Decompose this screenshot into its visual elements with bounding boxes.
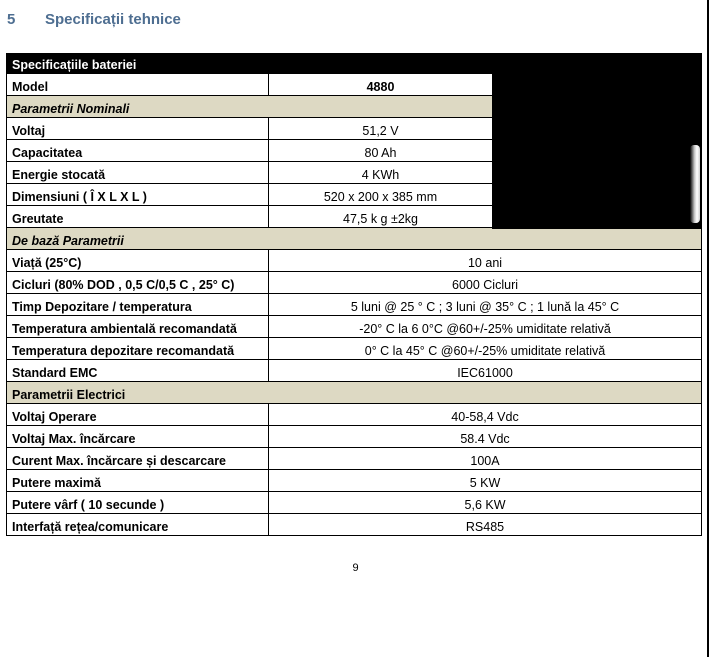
spec-value: 520 x 200 x 385 mm bbox=[269, 184, 493, 206]
spec-label: Interfață rețea/comunicare bbox=[7, 514, 269, 536]
spec-label: Putere vârf ( 10 secunde ) bbox=[7, 492, 269, 514]
page-edge-line bbox=[707, 0, 709, 657]
table-row bbox=[7, 294, 702, 316]
section-title-basic: De bază Parametrii bbox=[7, 228, 702, 250]
section-row-basic bbox=[7, 228, 702, 250]
battery-photo bbox=[492, 75, 701, 229]
spec-label: Voltaj bbox=[7, 118, 269, 140]
spec-value: 0° C la 45° C @60+/-25% umiditate relativă bbox=[269, 338, 702, 360]
battery-photo-highlight bbox=[690, 145, 700, 223]
spec-label: Putere maximă bbox=[7, 470, 269, 492]
spec-label: Standard EMC bbox=[7, 360, 269, 382]
spec-label: Temperatura ambientală recomandată bbox=[7, 316, 269, 338]
spec-label: Capacitatea bbox=[7, 140, 269, 162]
table-title: Specificațiile bateriei bbox=[7, 54, 702, 74]
spec-value: 5 KW bbox=[269, 470, 702, 492]
section-number: 5 bbox=[7, 11, 16, 28]
table-row bbox=[7, 250, 702, 272]
spec-value: 5,6 KW bbox=[269, 492, 702, 514]
table-row bbox=[7, 404, 702, 426]
spec-label: Timp Depozitare / temperatura bbox=[7, 294, 269, 316]
table-row bbox=[7, 426, 702, 448]
spec-value: 80 Ah bbox=[269, 140, 493, 162]
spec-label: Curent Max. încărcare și descarcare bbox=[7, 448, 269, 470]
spec-value: 4 KWh bbox=[269, 162, 493, 184]
spec-label: Energie stocată bbox=[7, 162, 269, 184]
table-row bbox=[7, 470, 702, 492]
spec-value: 6000 Cicluri bbox=[269, 272, 702, 294]
spec-label: Cicluri (80% DOD , 0,5 C/0,5 C , 25° C) bbox=[7, 272, 269, 294]
section-heading bbox=[7, 11, 181, 28]
spec-label: Temperatura depozitare recomandată bbox=[7, 338, 269, 360]
model-label: Model bbox=[7, 74, 269, 96]
spec-label: Voltaj Operare bbox=[7, 404, 269, 426]
table-row bbox=[7, 360, 702, 382]
spec-value: 58.4 Vdc bbox=[269, 426, 702, 448]
spec-value: 5 luni @ 25 ° C ; 3 luni @ 35° C ; 1 lună la 45° C bbox=[269, 294, 702, 316]
table-row bbox=[7, 492, 702, 514]
spec-label: Greutate bbox=[7, 206, 269, 228]
table-row bbox=[7, 316, 702, 338]
section-title-electrical: Parametrii Electrici bbox=[7, 382, 702, 404]
model-value: 4880 bbox=[269, 74, 493, 96]
table-row bbox=[7, 272, 702, 294]
table-row bbox=[7, 514, 702, 536]
section-title-nominal: Parametrii Nominali bbox=[7, 96, 493, 118]
page-number: 9 bbox=[352, 562, 359, 574]
spec-value: 40-58,4 Vdc bbox=[269, 404, 702, 426]
spec-value: -20° C la 6 0°C @60+/-25% umiditate relativă bbox=[269, 316, 702, 338]
spec-value: 10 ani bbox=[269, 250, 702, 272]
spec-value: RS485 bbox=[269, 514, 702, 536]
table-row bbox=[7, 448, 702, 470]
spec-label: Voltaj Max. încărcare bbox=[7, 426, 269, 448]
spec-value: 47,5 k g ±2kg bbox=[269, 206, 493, 228]
table-title-row bbox=[7, 54, 702, 74]
spec-value: 100A bbox=[269, 448, 702, 470]
section-row-electrical bbox=[7, 382, 702, 404]
spec-value: 51,2 V bbox=[269, 118, 493, 140]
spec-label: Dimensiuni ( Î X L X L ) bbox=[7, 184, 269, 206]
spec-value: IEC61000 bbox=[269, 360, 702, 382]
section-title: Specificații tehnice bbox=[45, 11, 181, 28]
spec-label: Viață (25°C) bbox=[7, 250, 269, 272]
table-row bbox=[7, 338, 702, 360]
